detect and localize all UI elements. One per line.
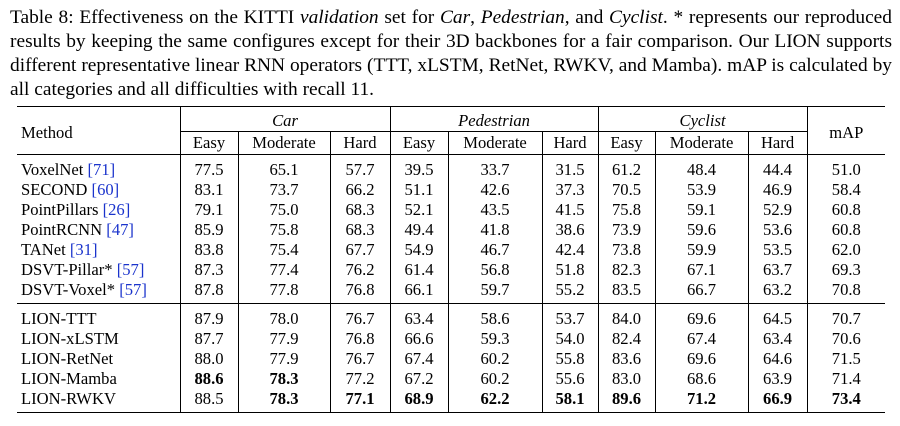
caption-italic-validation: validation <box>299 7 379 28</box>
value-cell: 63.4 <box>390 304 448 330</box>
table-row <box>17 349 885 369</box>
value-cell: 42.6 <box>448 180 542 200</box>
value-cell: 78.3 <box>238 369 330 389</box>
value-cell: 64.5 <box>748 304 807 330</box>
value-cell: 71.4 <box>831 369 861 388</box>
table-row <box>17 260 885 280</box>
header-car-hard: Hard <box>330 132 390 155</box>
value-cell: 57.7 <box>330 155 390 181</box>
table-row <box>17 180 885 200</box>
value-cell: 55.2 <box>542 280 598 304</box>
citation-link[interactable]: [71] <box>87 160 116 179</box>
value-cell: 69.6 <box>655 349 748 369</box>
method-name <box>17 389 180 413</box>
value-cell: 60.8 <box>831 200 861 219</box>
value-cell: 71.2 <box>655 389 748 413</box>
value-cell: 87.8 <box>180 280 238 304</box>
value-cell: 60.8 <box>831 220 861 239</box>
method-label: TANet <box>21 240 70 259</box>
value-cell: 77.5 <box>180 155 238 181</box>
value-cell: 75.8 <box>238 220 330 240</box>
caption-text-1: set for <box>378 7 440 28</box>
value-cell: 89.6 <box>598 389 655 413</box>
value-cell: 83.1 <box>180 180 238 200</box>
value-cell: 66.6 <box>390 329 448 349</box>
value-cell: 33.7 <box>448 155 542 181</box>
method-label: DSVT-Pillar* <box>21 260 117 279</box>
header-ped-hard: Hard <box>542 132 598 155</box>
value-cell: 83.6 <box>598 349 655 369</box>
method-name <box>17 329 180 349</box>
value-cell: 59.6 <box>655 220 748 240</box>
table-row <box>17 304 885 330</box>
value-cell: 60.2 <box>448 369 542 389</box>
value-cell: 66.2 <box>330 180 390 200</box>
value-cell: 51.0 <box>831 160 861 179</box>
value-cell: 55.6 <box>542 369 598 389</box>
value-cell: 62.2 <box>448 389 542 413</box>
value-cell: 61.4 <box>390 260 448 280</box>
value-cell: 59.1 <box>655 200 748 220</box>
value-cell: 53.7 <box>542 304 598 330</box>
baseline-rows <box>17 155 885 304</box>
value-cell: 58.6 <box>448 304 542 330</box>
value-cell: 59.7 <box>448 280 542 304</box>
value-cell: 85.9 <box>180 220 238 240</box>
value-cell: 48.4 <box>655 155 748 181</box>
value-cell: 42.4 <box>542 240 598 260</box>
table-row <box>17 280 885 304</box>
method-name <box>17 369 180 389</box>
header-method: Method <box>17 107 180 155</box>
value-cell: 73.7 <box>238 180 330 200</box>
citation-link[interactable]: [57] <box>119 280 147 299</box>
value-cell: 83.0 <box>598 369 655 389</box>
value-cell: 76.8 <box>330 280 390 304</box>
value-cell: 78.3 <box>238 389 330 413</box>
method-label: DSVT-Voxel* <box>21 280 120 299</box>
value-cell: 87.3 <box>180 260 238 280</box>
value-cell: 76.8 <box>330 329 390 349</box>
table-row <box>17 389 885 413</box>
caption-italic-cyclist: Cyclist <box>609 7 663 28</box>
table-row <box>17 155 885 181</box>
method-label: LION-RWKV <box>21 389 116 408</box>
method-name <box>17 349 180 369</box>
value-cell: 46.9 <box>748 180 807 200</box>
value-cell: 75.8 <box>598 200 655 220</box>
header-group-car: Car <box>180 107 390 132</box>
method-label: VoxelNet <box>21 160 88 179</box>
header-row-groups <box>17 107 885 132</box>
value-cell: 52.1 <box>390 200 448 220</box>
citation-link[interactable]: [47] <box>106 220 134 239</box>
method-label: LION-Mamba <box>21 369 117 388</box>
value-cell: 53.5 <box>748 240 807 260</box>
value-cell: 82.4 <box>598 329 655 349</box>
method-label: SECOND <box>21 180 92 199</box>
value-cell: 59.9 <box>655 240 748 260</box>
value-cell: 49.4 <box>390 220 448 240</box>
table-row <box>17 240 885 260</box>
value-cell: 63.7 <box>748 260 807 280</box>
table-caption <box>10 6 892 102</box>
value-cell: 44.4 <box>748 155 807 181</box>
value-cell: 75.0 <box>238 200 330 220</box>
citation-link[interactable]: [31] <box>69 240 98 259</box>
value-cell: 75.4 <box>238 240 330 260</box>
value-cell: 58.1 <box>542 389 598 413</box>
value-cell: 68.6 <box>655 369 748 389</box>
caption-text-2: , <box>470 7 481 28</box>
value-cell: 73.8 <box>598 240 655 260</box>
header-group-pedestrian: Pedestrian <box>390 107 598 132</box>
value-cell: 76.2 <box>330 260 390 280</box>
value-cell: 41.5 <box>542 200 598 220</box>
value-cell: 66.1 <box>390 280 448 304</box>
value-cell: 41.8 <box>448 220 542 240</box>
value-cell: 54.9 <box>390 240 448 260</box>
caption-italic-pedestrian: Pedestrian <box>480 7 565 28</box>
value-cell: 68.3 <box>330 200 390 220</box>
value-cell: 63.2 <box>748 280 807 304</box>
value-cell: 73.4 <box>831 389 861 408</box>
value-cell: 70.6 <box>831 329 861 348</box>
value-cell: 67.4 <box>390 349 448 369</box>
value-cell: 53.9 <box>655 180 748 200</box>
value-cell: 59.3 <box>448 329 542 349</box>
value-cell: 70.5 <box>598 180 655 200</box>
value-cell: 77.2 <box>330 369 390 389</box>
header-ped-easy: Easy <box>390 132 448 155</box>
method-label: PointRCNN <box>21 220 107 239</box>
lion-rows <box>17 304 885 413</box>
table-row <box>17 200 885 220</box>
value-cell: 66.9 <box>748 389 807 413</box>
value-cell: 63.9 <box>748 369 807 389</box>
value-cell: 67.1 <box>655 260 748 280</box>
value-cell: 83.5 <box>598 280 655 304</box>
value-cell: 68.3 <box>330 220 390 240</box>
value-cell: 39.5 <box>390 155 448 181</box>
method-name <box>17 155 180 181</box>
method-name <box>17 180 180 200</box>
value-cell: 84.0 <box>598 304 655 330</box>
value-cell: 67.7 <box>330 240 390 260</box>
value-cell: 87.7 <box>180 329 238 349</box>
citation-link[interactable]: [57] <box>116 260 145 279</box>
value-cell: 53.6 <box>748 220 807 240</box>
value-cell: 64.6 <box>748 349 807 369</box>
value-cell: 54.0 <box>542 329 598 349</box>
method-name <box>17 200 180 220</box>
value-cell: 46.7 <box>448 240 542 260</box>
value-cell: 71.5 <box>831 349 861 368</box>
value-cell: 77.4 <box>238 260 330 280</box>
method-label: LION-RetNet <box>21 349 114 368</box>
value-cell: 88.5 <box>180 389 238 413</box>
value-cell: 76.7 <box>330 349 390 369</box>
value-cell: 69.3 <box>831 260 861 279</box>
value-cell: 70.7 <box>807 304 885 330</box>
value-cell: 56.8 <box>448 260 542 280</box>
value-cell: 88.0 <box>180 349 238 369</box>
results-table <box>17 106 885 413</box>
value-cell: 62.0 <box>831 240 861 259</box>
method-name <box>17 304 180 330</box>
method-name <box>17 260 180 280</box>
value-cell: 67.2 <box>390 369 448 389</box>
table-row <box>17 329 885 349</box>
header-car-easy: Easy <box>180 132 238 155</box>
method-label: LION-TTT <box>21 309 97 328</box>
header-cyc-moderate: Moderate <box>655 132 748 155</box>
value-cell: 87.9 <box>180 304 238 330</box>
table-row <box>17 220 885 240</box>
value-cell: 51.1 <box>390 180 448 200</box>
value-cell: 77.1 <box>330 389 390 413</box>
value-cell: 73.9 <box>598 220 655 240</box>
method-label: PointPillars <box>21 200 103 219</box>
value-cell: 69.6 <box>655 304 748 330</box>
header-car-moderate: Moderate <box>238 132 330 155</box>
caption-label: Table 8: Effectiveness on the KITTI <box>10 7 300 28</box>
value-cell: 78.0 <box>238 304 330 330</box>
value-cell: 77.9 <box>238 349 330 369</box>
value-cell: 31.5 <box>542 155 598 181</box>
value-cell: 77.8 <box>238 280 330 304</box>
value-cell: 37.3 <box>542 180 598 200</box>
caption-italic-car: Car <box>439 7 471 28</box>
value-cell: 60.2 <box>448 349 542 369</box>
header-map: mAP <box>829 122 864 142</box>
method-name <box>17 280 180 304</box>
header-cyc-easy: Easy <box>598 132 655 155</box>
value-cell: 51.8 <box>542 260 598 280</box>
value-cell: 38.6 <box>542 220 598 240</box>
header-ped-moderate: Moderate <box>448 132 542 155</box>
value-cell: 79.1 <box>180 200 238 220</box>
method-name <box>17 240 180 260</box>
method-label: LION-xLSTM <box>21 329 119 348</box>
header-group-cyclist: Cyclist <box>598 107 807 132</box>
value-cell: 76.7 <box>330 304 390 330</box>
table-row <box>17 369 885 389</box>
method-name <box>17 220 180 240</box>
caption-text-4: . * represents our reproduced results by keeping the same configures except for their 3D backbones for a fair comparison. Our LION supports different representative linear RNN operators (TTT, xLSTM, RetNet, RWKV, and Mamba). mAP is calculated by all categories and all difficulties with recall 11. <box>10 7 892 100</box>
value-cell: 66.7 <box>655 280 748 304</box>
header-cyc-hard: Hard <box>748 132 807 155</box>
value-cell: 88.6 <box>180 369 238 389</box>
value-cell: 63.4 <box>748 329 807 349</box>
value-cell: 58.4 <box>831 180 861 199</box>
value-cell: 55.8 <box>542 349 598 369</box>
value-cell: 70.8 <box>831 280 861 299</box>
value-cell: 43.5 <box>448 200 542 220</box>
value-cell: 77.9 <box>238 329 330 349</box>
caption-text-3: , and <box>564 7 610 28</box>
value-cell: 68.9 <box>390 389 448 413</box>
citation-link[interactable]: [26] <box>102 200 131 219</box>
value-cell: 83.8 <box>180 240 238 260</box>
value-cell: 61.2 <box>598 155 655 181</box>
value-cell: 67.4 <box>655 329 748 349</box>
value-cell: 65.1 <box>238 155 330 181</box>
value-cell: 82.3 <box>598 260 655 280</box>
citation-link[interactable]: [60] <box>91 180 120 199</box>
value-cell: 52.9 <box>748 200 807 220</box>
